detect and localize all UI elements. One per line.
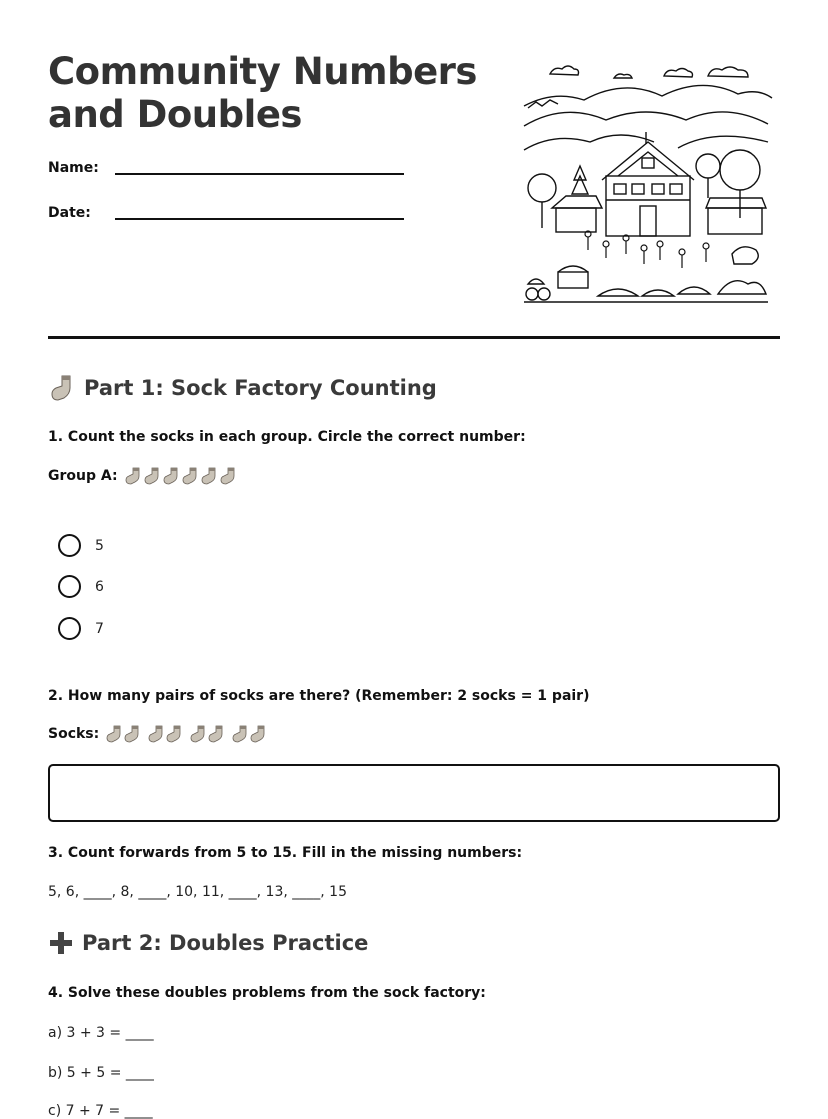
sock-icon [147,725,165,743]
doubles-item-b[interactable]: b) 5 + 5 = ____ [48,1065,154,1081]
group-a-socks [124,467,237,485]
socks-label: Socks: [48,726,100,742]
option-5-label: 5 [95,537,104,554]
page-title [48,50,477,136]
sock-icon [189,725,207,743]
group-a-row [48,467,237,485]
pairs-answer-box[interactable] [48,764,780,822]
plus-icon [48,930,74,956]
sock-icon [165,725,183,743]
option-6-radio[interactable] [58,575,81,598]
option-7-radio[interactable] [58,617,81,640]
part2-heading [48,930,368,956]
option-5[interactable] [58,534,104,557]
part1-heading [48,374,437,402]
sock-icon [207,725,225,743]
sock-icon [143,467,161,485]
group-a-label: Group A: [48,468,118,484]
date-label: Date: [48,205,91,221]
question-2: 2. How many pairs of socks are there? (Remember: 2 socks = 1 pair) [48,688,590,704]
doubles-item-c[interactable]: c) 7 + 7 = ____ [48,1103,153,1119]
option-6[interactable] [58,575,104,598]
question-4: 4. Solve these doubles problems from the sock factory: [48,985,486,1001]
sock-icon [123,725,141,743]
name-label: Name: [48,160,99,176]
part1-heading-text: Part 1: Sock Factory Counting [84,376,437,400]
question-1: 1. Count the socks in each group. Circle the correct number: [48,429,526,445]
sock-icon [181,467,199,485]
sock-icon [249,725,267,743]
number-sequence[interactable]: 5, 6, ____, 8, ____, 10, 11, ____, 13, ____, 15 [48,884,347,900]
sock-pair [147,725,183,743]
name-field[interactable] [48,160,99,176]
option-7[interactable] [58,617,104,640]
date-line[interactable] [115,218,404,220]
community-farm-illustration [518,58,774,308]
sock-pair [189,725,225,743]
sock-icon [124,467,142,485]
option-5-radio[interactable] [58,534,81,557]
socks-row [48,725,267,743]
date-field[interactable] [48,205,91,221]
section-divider [48,336,780,339]
sock-icon [231,725,249,743]
sock-icon [219,467,237,485]
part2-heading-text: Part 2: Doubles Practice [82,931,369,955]
sock-icon [105,725,123,743]
question-3: 3. Count forwards from 5 to 15. Fill in the missing numbers: [48,845,523,861]
option-7-label: 7 [95,620,104,637]
sock-pairs [105,725,267,743]
name-line[interactable] [115,173,404,175]
sock-icon [162,467,180,485]
sock-pair [231,725,267,743]
title-line-1: Community Numbers [48,50,477,93]
title-line-2: and Doubles [48,93,302,136]
sock-pair [105,725,141,743]
doubles-item-a[interactable]: a) 3 + 3 = ____ [48,1025,154,1041]
sock-icon [200,467,218,485]
sock-icon [48,374,76,402]
option-6-label: 6 [95,578,104,595]
